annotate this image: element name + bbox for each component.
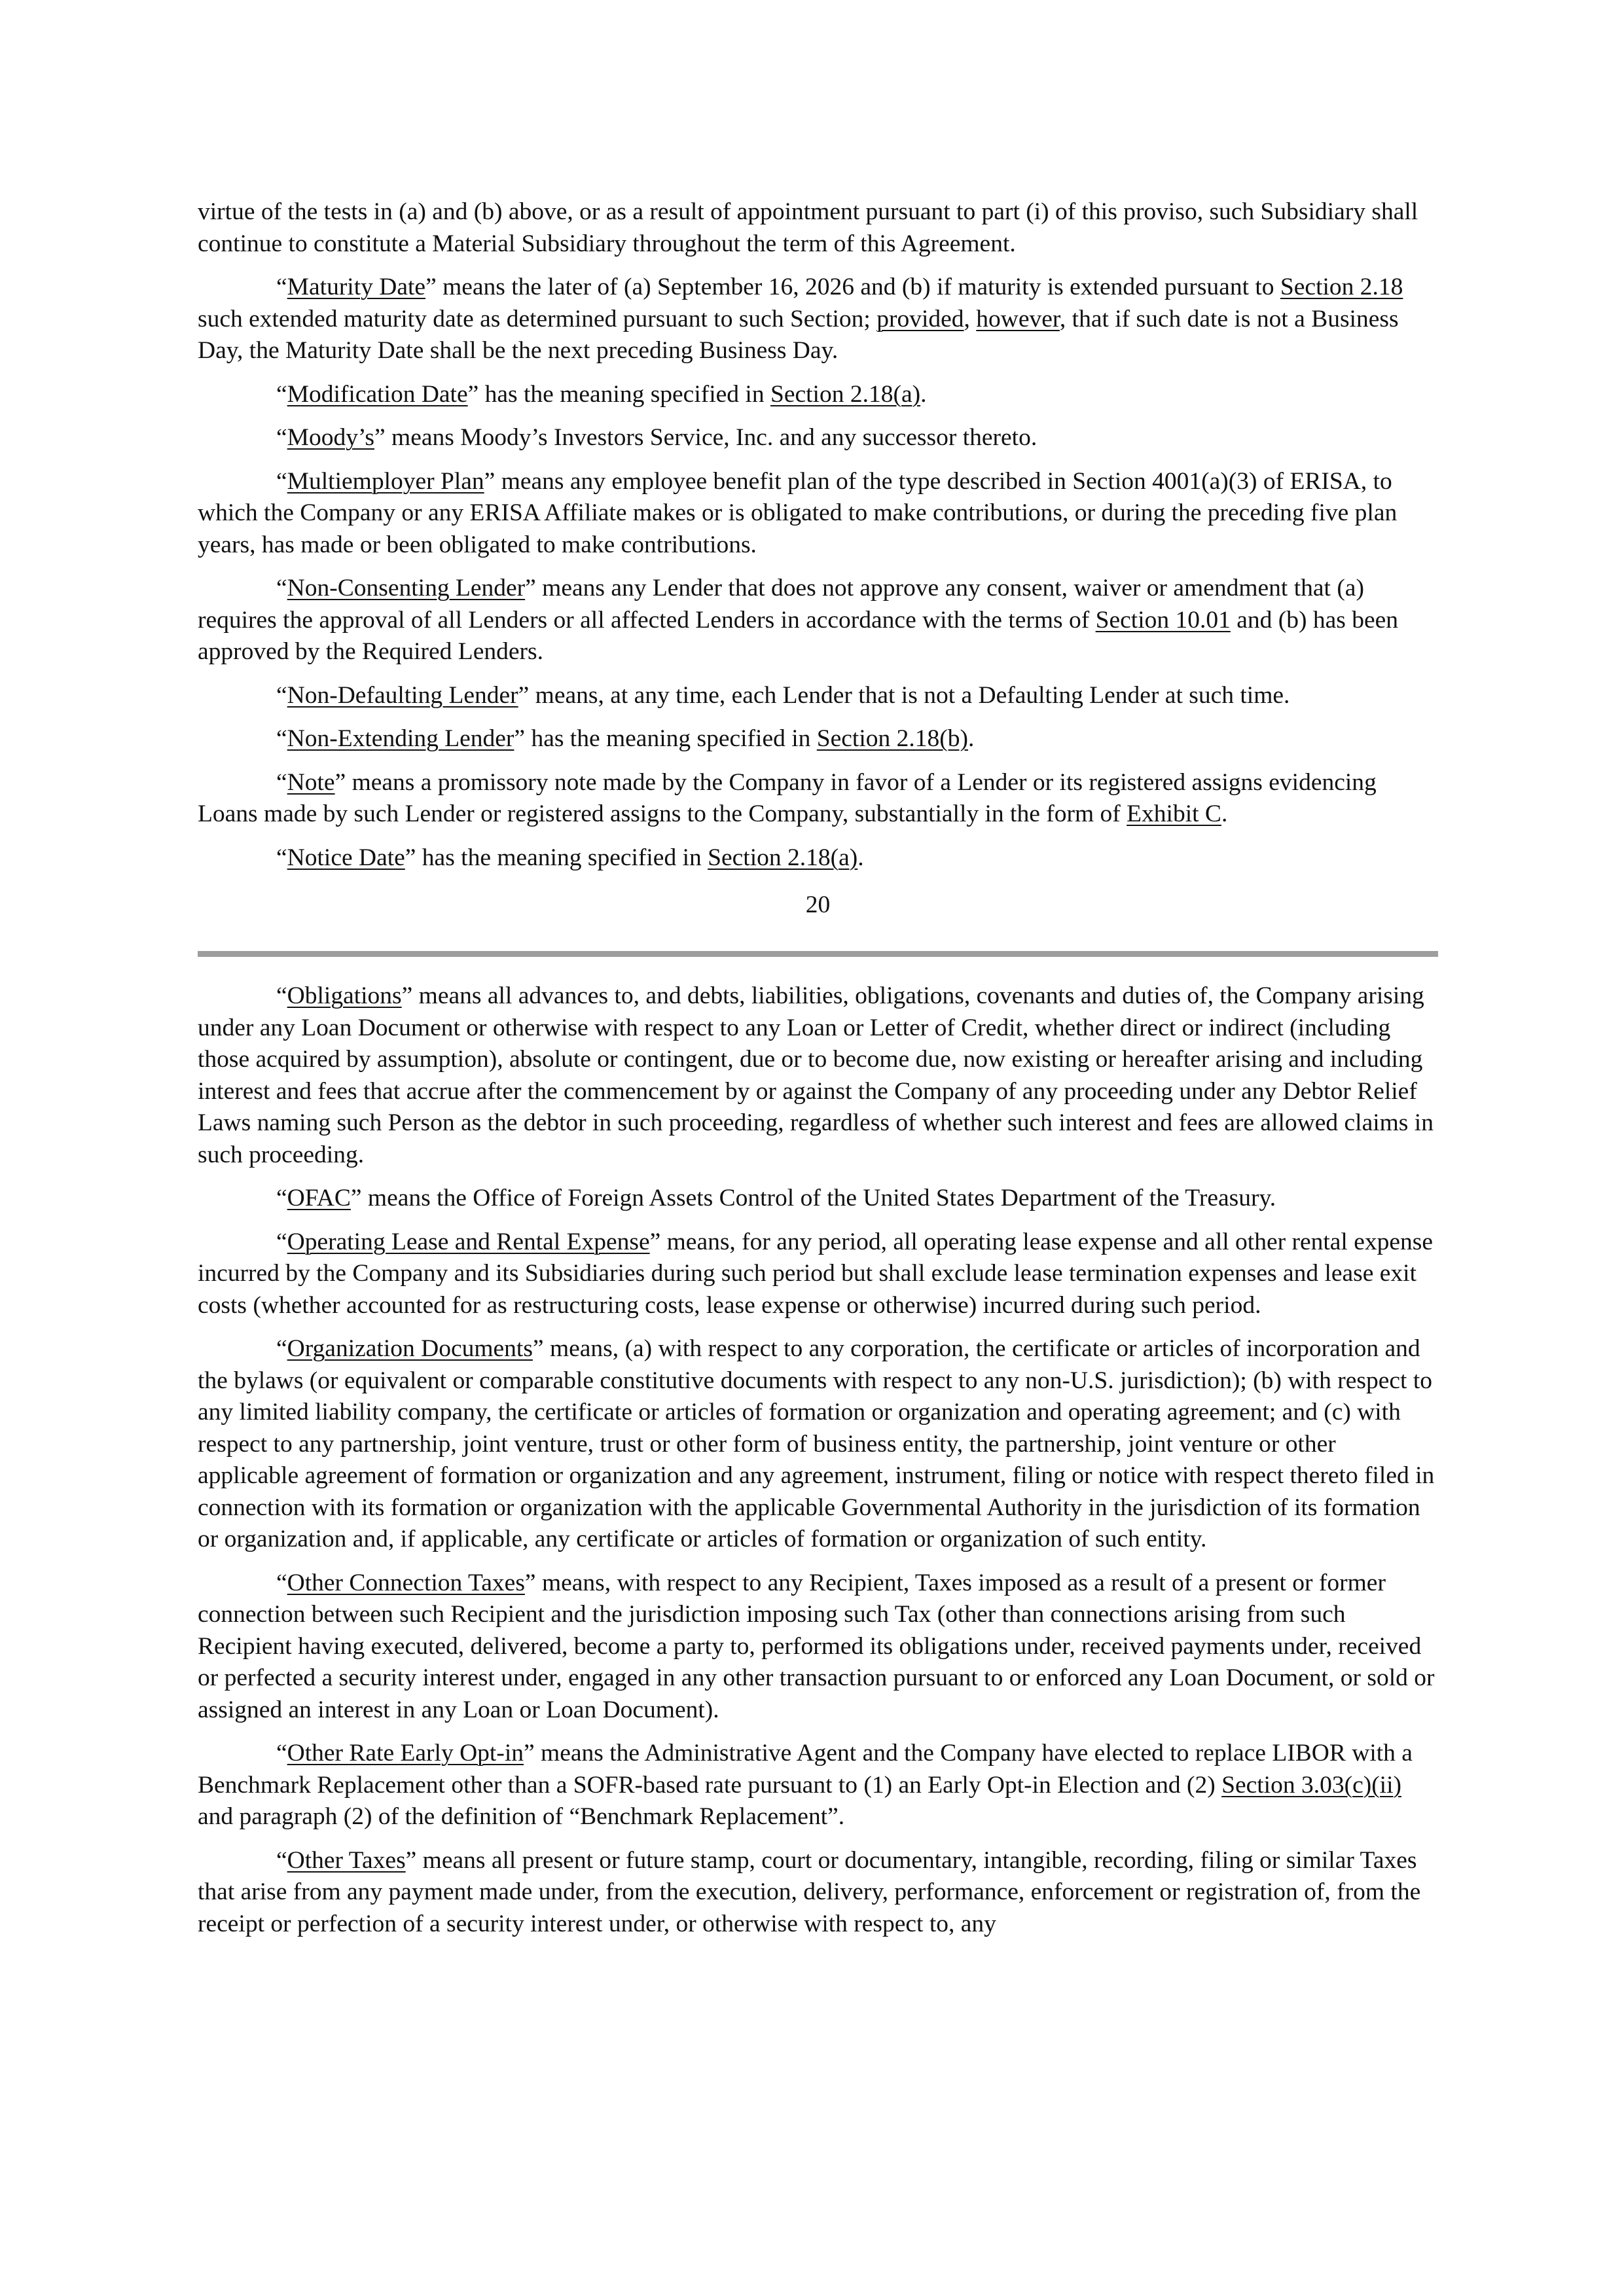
body-text: . [920,380,927,408]
body-text: “ [276,681,287,709]
page-number: 20 [805,891,831,918]
body-text: ” means all present or future stamp, court or documentary, intangible, recording, filing or similar Taxes that arise from any payment made under, from the execution, delivery, performance, enforcement or registration of, from the receipt or perfection of a security interest under, or otherwise with respect to, any [198,1846,1421,1937]
defined-term: Non-Defaulting Lender [287,681,518,709]
body-text: “ [276,725,287,752]
body-text: ” means, at any time, each Lender that is not a Defaulting Lender at such time. [518,681,1290,709]
cross-reference: however [976,305,1060,332]
definition-moody-s [198,422,1438,454]
cross-reference: provided [876,305,964,332]
body-text: ” means a promissory note made by the Company in favor of a Lender or its registered assigns evidencing Loans made by such Lender or registered assigns to the Company, substantially in the form of [198,768,1377,827]
body-text: such extended maturity date as determined pursuant to such Section; [198,305,877,332]
defined-term: Obligations [287,982,402,1009]
definition-obligations [198,980,1438,1171]
defined-term: Maturity Date [287,274,426,300]
body-text: “ [276,380,287,408]
cross-reference: Section 2.18(a) [708,844,858,871]
body-text: ” means any Lender that does not approve any consent, waiver or amendment that (a) requires the approval of all Lenders or all affected Lenders in accordance with the terms of [198,575,1364,634]
definition-maturity-date [198,272,1438,367]
body-text: “ [276,1569,287,1596]
definition-non-consenting-lender [198,573,1438,668]
defined-term: Non-Extending Lender [287,725,514,752]
defined-term: Note [287,768,335,796]
definition-multiemployer-plan [198,466,1438,562]
cross-reference: Section 2.18(b) [816,725,968,752]
body-text: ” means any employee benefit plan of the type described in Section 4001(a)(3) of ERISA, to which the Company or any ERISA Affiliate makes or is obligated to make contributions, or during the preceding five plan years, has made or been obligated to make contributions. [198,467,1398,558]
definition-operating-lease-and-rental-expense [198,1227,1438,1322]
defined-term: Other Rate Early Opt-in [287,1740,524,1767]
body-text: “ [276,1335,287,1362]
body-text: , [964,305,977,332]
body-text: . [857,844,864,871]
body-text: “ [276,844,287,871]
body-text: ” means the Administrative Agent and the Company have elected to replace LIBOR with a Benchmark Replacement other than a SOFR-based rate pursuant to (1) an Early Opt-in Election and (2) [198,1740,1413,1799]
body-text: and (b) has been approved by the Required Lenders. [198,606,1399,665]
cross-reference: Section 2.18 [1280,274,1403,300]
body-text: ” means the later of (a) September 16, 2026 and (b) if maturity is extended pursuant to [425,274,1280,300]
page-20-body [198,196,1438,874]
cross-reference: Section 3.03(c)(ii) [1221,1771,1402,1799]
body-text: ” means the Office of Foreign Assets Control of the United States Department of the Treasury. [350,1185,1276,1211]
body-text: “ [276,467,287,495]
definition-other-taxes [198,1845,1438,1941]
body-text: ” has the meaning specified in [467,380,770,408]
definition-non-defaulting-lender [198,680,1438,712]
paragraph-continuation [198,196,1438,260]
body-text: ” has the meaning specified in [514,725,817,752]
body-text: ” means Moody’s Investors Service, Inc. and any successor thereto. [374,424,1038,451]
definition-other-rate-early-opt-in [198,1738,1438,1833]
body-text: and paragraph (2) of the definition of “Benchmark Replacement”. [198,1803,845,1830]
body-text: . [967,725,975,752]
body-text: ” means, for any period, all operating lease expense and all other rental expense incurred by the Company and its Subsidiaries during such period but shall exclude lease termination expenses and lease exit costs (whether accounted for as restructuring costs, lease expense or otherwise) incurred during such period. [198,1228,1433,1319]
body-text: virtue of the tests in (a) and (b) above, or as a result of appointment pursuant to part (i) of this proviso, such Subsidiary shall continue to constitute a Material Subsidiary throughout the term of this Agreement. [198,198,1418,257]
body-text: “ [276,982,287,1009]
defined-term: Notice Date [287,844,405,871]
cross-reference: Exhibit C [1127,800,1221,827]
body-text: “ [276,424,287,451]
definition-other-connection-taxes [198,1568,1438,1727]
definition-modification-date [198,379,1438,411]
body-text: “ [276,1185,287,1211]
body-text: “ [276,768,287,796]
body-text: ” means, (a) with respect to any corporation, the certificate or articles of incorporation and the bylaws (or equivalent or comparable constitutive documents with respect to any non-U.S. jurisdiction); (b) with respect to any limited liability company, the certificate or articles of formation or organization and operating agreement; and (c) with respect to any partnership, joint venture, trust or other form of business entity, the partnership, joint venture or other applicable agreement of formation or organization and any agreement, instrument, filing or notice with respect thereto filed in connection with its formation or organization with the applicable Governmental Authority in the jurisdiction of its formation or organization and, if applicable, any certificate or articles of formation or organization of such entity. [198,1335,1435,1552]
page-21-body [198,980,1438,1940]
body-text: “ [276,1740,287,1767]
cross-reference: Section 2.18(a) [770,380,921,408]
definition-non-extending-lender [198,723,1438,755]
cross-reference: Section 10.01 [1095,606,1231,634]
body-text: “ [276,1228,287,1255]
defined-term: Moody’s [287,424,375,451]
body-text: “ [276,274,287,300]
defined-term: OFAC [287,1185,351,1211]
body-text: ” has the meaning specified in [405,844,708,871]
body-text: ” means all advances to, and debts, liabilities, obligations, covenants and duties of, the Company arising under any Loan Document or otherwise with respect to any Loan or Letter of Credit, whether direct or indirect (including those acquired by assumption), absolute or contingent, due or to become due, now existing or hereafter arising and including interest and fees that accrue after the commencement by or against the Company of any proceeding under any Debtor Relief Laws naming such Person as the debtor in such proceeding, regardless of whether such interest and fees are allowed claims in such proceeding. [198,982,1434,1168]
definition-ofac [198,1183,1438,1215]
defined-term: Other Taxes [287,1846,406,1874]
body-text: ” means, with respect to any Recipient, Taxes imposed as a result of a present or former connection between such Recipient and the jurisdiction imposing such Tax (other than connections arising from such Recipient having executed, delivered, become a party to, performed its obligations under, received payments under, received or perfected a security interest under, engaged in any other transaction pursuant to or enforced any Loan Document, or sold or assigned an interest in any Loan or Loan Document). [198,1569,1435,1723]
defined-term: Operating Lease and Rental Expense [287,1228,650,1255]
definition-note [198,767,1438,831]
defined-term: Multiemployer Plan [287,467,484,495]
definition-organization-documents [198,1333,1438,1556]
body-text: “ [276,575,287,601]
defined-term: Non-Consenting Lender [287,575,526,601]
definition-notice-date [198,842,1438,874]
body-text: “ [276,1846,287,1874]
document-page [198,196,1438,1952]
defined-term: Organization Documents [287,1335,533,1362]
body-text: , that if such date is not a Business Day, the Maturity Date shall be the next preceding Business Day. [198,305,1399,364]
defined-term: Other Connection Taxes [287,1569,525,1596]
body-text: . [1221,800,1228,827]
defined-term: Modification Date [287,380,468,408]
page-break-divider [198,951,1438,957]
